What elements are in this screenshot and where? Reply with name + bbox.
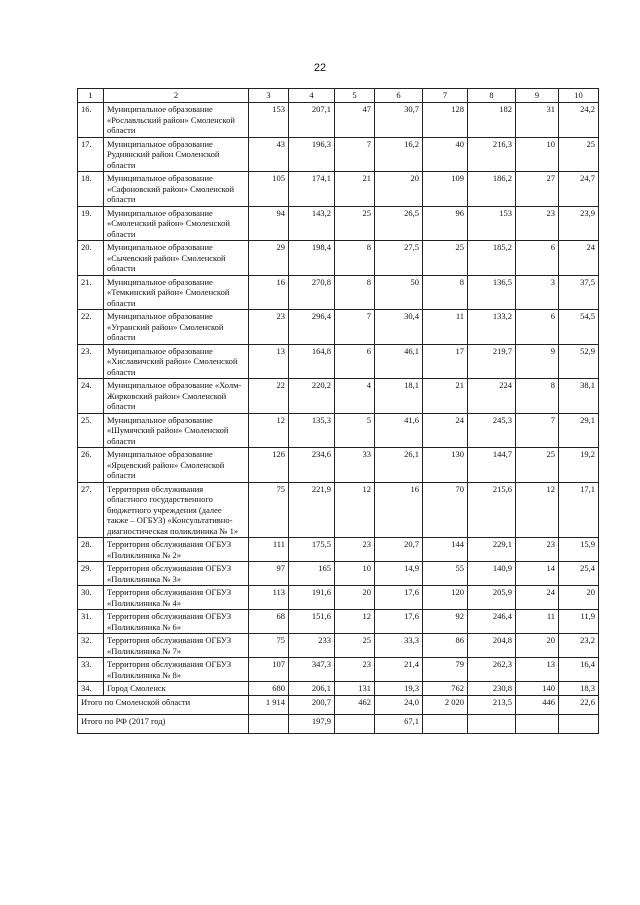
row-value: 6: [516, 310, 559, 345]
row-number: 25.: [78, 413, 104, 448]
row-value: 3: [516, 275, 559, 310]
page-number: 22: [313, 62, 327, 74]
table-row: [78, 682, 599, 696]
row-name: Муниципальное образование «Смоленский район» Смоленской области: [104, 206, 249, 241]
row-value: 8: [335, 275, 375, 310]
row-value: 23: [516, 206, 559, 241]
row-value: 23: [516, 538, 559, 562]
row-value: 234,6: [289, 448, 335, 483]
row-name: Территория обслуживания ОГБУЗ «Поликлиника № 2»: [104, 538, 249, 562]
row-value: 182: [468, 103, 516, 138]
row-value: 21: [335, 172, 375, 207]
table-row: [78, 413, 599, 448]
row-value: 224: [468, 379, 516, 414]
row-value: 54,5: [559, 310, 599, 345]
row-name: Территория обслуживания ОГБУЗ «Поликлиника № 6»: [104, 610, 249, 634]
table-row: [78, 482, 599, 538]
table-row: [78, 610, 599, 634]
row-name: Муниципальное образование «Рославльский район» Смоленской области: [104, 103, 249, 138]
row-value: 135,3: [289, 413, 335, 448]
row-value: 12: [249, 413, 289, 448]
row-value: 25,4: [559, 562, 599, 586]
row-value: 186,2: [468, 172, 516, 207]
row-value: 8: [335, 241, 375, 276]
row-value: 17,6: [375, 586, 423, 610]
total-value: [249, 714, 289, 733]
row-value: 196,3: [289, 137, 335, 172]
row-value: 7: [335, 310, 375, 345]
row-value: 24: [516, 586, 559, 610]
row-value: 6: [516, 241, 559, 276]
row-value: 175,5: [289, 538, 335, 562]
row-value: 762: [423, 682, 468, 696]
row-value: 7: [335, 137, 375, 172]
row-value: 109: [423, 172, 468, 207]
row-value: 25: [335, 206, 375, 241]
row-value: 105: [249, 172, 289, 207]
row-value: 144: [423, 538, 468, 562]
table-row: [78, 206, 599, 241]
row-value: 8: [516, 379, 559, 414]
row-value: 29,1: [559, 413, 599, 448]
row-value: 131: [335, 682, 375, 696]
total-value: [559, 714, 599, 733]
row-value: 40: [423, 137, 468, 172]
row-name: Муниципальное образование «Сычевский район» Смоленской области: [104, 241, 249, 276]
row-value: 33: [335, 448, 375, 483]
row-value: 10: [516, 137, 559, 172]
row-value: 4: [335, 379, 375, 414]
row-value: 9: [516, 344, 559, 379]
row-value: 30,4: [375, 310, 423, 345]
row-value: 140,9: [468, 562, 516, 586]
statistics-table: [77, 88, 599, 734]
table-row: [78, 172, 599, 207]
row-value: 24,7: [559, 172, 599, 207]
row-value: 17,1: [559, 482, 599, 538]
row-value: 68: [249, 610, 289, 634]
row-value: 130: [423, 448, 468, 483]
row-value: 144,7: [468, 448, 516, 483]
row-value: 23: [249, 310, 289, 345]
row-value: 18,3: [559, 682, 599, 696]
column-header: 2: [104, 89, 249, 103]
row-value: 296,4: [289, 310, 335, 345]
row-value: 96: [423, 206, 468, 241]
row-value: 55: [423, 562, 468, 586]
row-value: 17: [423, 344, 468, 379]
column-header: 10: [559, 89, 599, 103]
row-number: 28.: [78, 538, 104, 562]
row-value: 86: [423, 634, 468, 658]
row-value: 46,1: [375, 344, 423, 379]
row-name: Территория обслуживания ОГБУЗ «Поликлиника № 3»: [104, 562, 249, 586]
total-value: 24,0: [375, 695, 423, 714]
row-number: 22.: [78, 310, 104, 345]
row-value: 20: [335, 586, 375, 610]
row-number: 32.: [78, 634, 104, 658]
row-value: 6: [335, 344, 375, 379]
table-row: [78, 538, 599, 562]
row-value: 174,1: [289, 172, 335, 207]
row-number: 16.: [78, 103, 104, 138]
row-number: 20.: [78, 241, 104, 276]
row-value: 25: [335, 634, 375, 658]
total-row: [78, 714, 599, 733]
column-header: 1: [78, 89, 104, 103]
row-value: 153: [249, 103, 289, 138]
row-value: 26,1: [375, 448, 423, 483]
row-value: 11,9: [559, 610, 599, 634]
row-value: 216,3: [468, 137, 516, 172]
row-value: 37,5: [559, 275, 599, 310]
row-value: 126: [249, 448, 289, 483]
total-row: [78, 695, 599, 714]
row-value: 151,6: [289, 610, 335, 634]
row-value: 31: [516, 103, 559, 138]
row-value: 12: [516, 482, 559, 538]
total-value: 22,6: [559, 695, 599, 714]
table-row: [78, 103, 599, 138]
total-value: 1 914: [249, 695, 289, 714]
total-label: Итого по Смоленской области: [78, 695, 249, 714]
row-name: Муниципальное образование «Шумячский район» Смоленской области: [104, 413, 249, 448]
row-value: 70: [423, 482, 468, 538]
row-value: 206,1: [289, 682, 335, 696]
total-value: [335, 714, 375, 733]
row-value: 270,8: [289, 275, 335, 310]
row-value: 204,8: [468, 634, 516, 658]
row-value: 12: [335, 482, 375, 538]
table-row: [78, 137, 599, 172]
row-value: 23,9: [559, 206, 599, 241]
row-value: 12: [335, 610, 375, 634]
row-value: 14,9: [375, 562, 423, 586]
row-value: 92: [423, 610, 468, 634]
row-value: 219,7: [468, 344, 516, 379]
row-value: 26,5: [375, 206, 423, 241]
row-value: 23: [335, 658, 375, 682]
row-value: 13: [249, 344, 289, 379]
column-header: 9: [516, 89, 559, 103]
row-value: 680: [249, 682, 289, 696]
row-value: 30,7: [375, 103, 423, 138]
row-value: 21,4: [375, 658, 423, 682]
row-number: 26.: [78, 448, 104, 483]
total-value: 67,1: [375, 714, 423, 733]
row-number: 19.: [78, 206, 104, 241]
row-value: 11: [423, 310, 468, 345]
row-value: 97: [249, 562, 289, 586]
table-row: [78, 658, 599, 682]
row-value: 23,2: [559, 634, 599, 658]
row-value: 24: [423, 413, 468, 448]
row-value: 245,3: [468, 413, 516, 448]
row-value: 11: [516, 610, 559, 634]
row-value: 113: [249, 586, 289, 610]
row-value: 24,2: [559, 103, 599, 138]
row-value: 185,2: [468, 241, 516, 276]
row-number: 33.: [78, 658, 104, 682]
row-name: Муниципальное образование Руднянский район Смоленской области: [104, 137, 249, 172]
row-name: Город Смоленск: [104, 682, 249, 696]
row-value: 23: [335, 538, 375, 562]
row-value: 198,4: [289, 241, 335, 276]
row-number: 29.: [78, 562, 104, 586]
total-value: [423, 714, 468, 733]
table-row: [78, 275, 599, 310]
row-value: 16,4: [559, 658, 599, 682]
row-value: 50: [375, 275, 423, 310]
row-value: 140: [516, 682, 559, 696]
row-number: 17.: [78, 137, 104, 172]
row-value: 111: [249, 538, 289, 562]
row-value: 47: [335, 103, 375, 138]
row-value: 52,9: [559, 344, 599, 379]
row-value: 41,6: [375, 413, 423, 448]
row-value: 10: [335, 562, 375, 586]
row-value: 7: [516, 413, 559, 448]
row-number: 34.: [78, 682, 104, 696]
row-value: 20,7: [375, 538, 423, 562]
column-header: 3: [249, 89, 289, 103]
row-value: 136,5: [468, 275, 516, 310]
row-name: Территория обслуживания ОГБУЗ «Поликлиника № 7»: [104, 634, 249, 658]
row-value: 27: [516, 172, 559, 207]
row-value: 29: [249, 241, 289, 276]
row-value: 18,1: [375, 379, 423, 414]
row-value: 246,4: [468, 610, 516, 634]
row-value: 128: [423, 103, 468, 138]
row-number: 31.: [78, 610, 104, 634]
row-value: 16: [375, 482, 423, 538]
row-name: Муниципальное образование «Сафоновский район» Смоленской области: [104, 172, 249, 207]
row-value: 233: [289, 634, 335, 658]
table-row: [78, 586, 599, 610]
row-value: 25: [423, 241, 468, 276]
row-value: 205,9: [468, 586, 516, 610]
row-value: 43: [249, 137, 289, 172]
row-value: 13: [516, 658, 559, 682]
row-name: Муниципальное образование «Угранский район» Смоленской области: [104, 310, 249, 345]
row-name: Территория обслуживания ОГБУЗ «Поликлиника № 8»: [104, 658, 249, 682]
row-value: 221,9: [289, 482, 335, 538]
row-value: 75: [249, 482, 289, 538]
row-name: Территория обслуживания областного государственного бюджетного учреждения (далее также – ОГБУЗ) «Консультативно-диагностическая поликлиника № 1»: [104, 482, 249, 538]
row-value: 22: [249, 379, 289, 414]
row-value: 347,3: [289, 658, 335, 682]
row-value: 79: [423, 658, 468, 682]
row-value: 220,2: [289, 379, 335, 414]
total-value: 462: [335, 695, 375, 714]
row-value: 230,8: [468, 682, 516, 696]
row-value: 143,2: [289, 206, 335, 241]
row-number: 24.: [78, 379, 104, 414]
row-value: 120: [423, 586, 468, 610]
row-number: 23.: [78, 344, 104, 379]
row-value: 191,6: [289, 586, 335, 610]
row-value: 20: [516, 634, 559, 658]
row-value: 33,3: [375, 634, 423, 658]
column-header: 6: [375, 89, 423, 103]
row-number: 27.: [78, 482, 104, 538]
row-value: 207,1: [289, 103, 335, 138]
column-header: 4: [289, 89, 335, 103]
row-name: Муниципальное образование «Холм-Жирковский район» Смоленской области: [104, 379, 249, 414]
row-value: 133,2: [468, 310, 516, 345]
row-value: 21: [423, 379, 468, 414]
row-value: 229,1: [468, 538, 516, 562]
row-number: 21.: [78, 275, 104, 310]
row-name: Территория обслуживания ОГБУЗ «Поликлиника № 4»: [104, 586, 249, 610]
row-value: 107: [249, 658, 289, 682]
row-value: 164,8: [289, 344, 335, 379]
total-value: 197,9: [289, 714, 335, 733]
row-value: 25: [559, 137, 599, 172]
total-value: 446: [516, 695, 559, 714]
total-value: [468, 714, 516, 733]
row-number: 30.: [78, 586, 104, 610]
row-number: 18.: [78, 172, 104, 207]
row-value: 5: [335, 413, 375, 448]
row-value: 38,1: [559, 379, 599, 414]
total-value: 2 020: [423, 695, 468, 714]
table-row: [78, 241, 599, 276]
header-row: [78, 89, 599, 103]
row-value: 19,2: [559, 448, 599, 483]
column-header: 5: [335, 89, 375, 103]
row-value: 262,3: [468, 658, 516, 682]
row-value: 25: [516, 448, 559, 483]
column-header: 8: [468, 89, 516, 103]
total-value: [516, 714, 559, 733]
table-row: [78, 562, 599, 586]
table-row: [78, 379, 599, 414]
row-value: 16,2: [375, 137, 423, 172]
row-value: 14: [516, 562, 559, 586]
row-value: 16: [249, 275, 289, 310]
total-label: Итого по РФ (2017 год): [78, 714, 249, 733]
row-value: 153: [468, 206, 516, 241]
row-value: 20: [375, 172, 423, 207]
row-name: Муниципальное образование «Темкинский район» Смоленской области: [104, 275, 249, 310]
table-row: [78, 634, 599, 658]
table-row: [78, 310, 599, 345]
row-value: 24: [559, 241, 599, 276]
total-value: 200,7: [289, 695, 335, 714]
table-row: [78, 344, 599, 379]
row-value: 165: [289, 562, 335, 586]
row-name: Муниципальное образование «Хиславичский район» Смоленской области: [104, 344, 249, 379]
row-value: 215,6: [468, 482, 516, 538]
row-value: 94: [249, 206, 289, 241]
table-row: [78, 448, 599, 483]
total-value: 213,5: [468, 695, 516, 714]
row-value: 17,6: [375, 610, 423, 634]
row-value: 15,9: [559, 538, 599, 562]
row-name: Муниципальное образование «Ярцевский район» Смоленской области: [104, 448, 249, 483]
row-value: 27,5: [375, 241, 423, 276]
row-value: 20: [559, 586, 599, 610]
row-value: 19,3: [375, 682, 423, 696]
row-value: 8: [423, 275, 468, 310]
column-header: 7: [423, 89, 468, 103]
row-value: 75: [249, 634, 289, 658]
